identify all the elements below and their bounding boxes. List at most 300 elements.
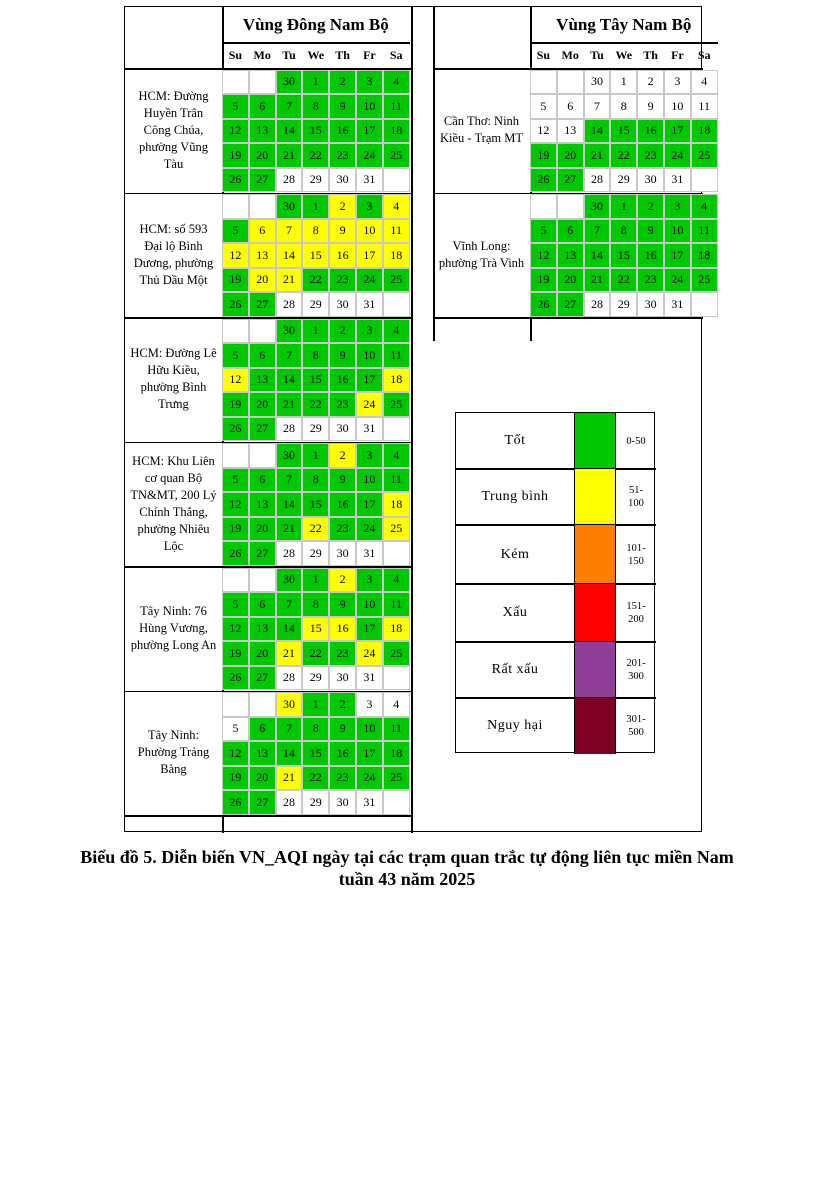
aqi-day-cell: 13 [249, 617, 276, 642]
aqi-day-cell: 5 [222, 717, 249, 742]
aqi-day-cell: 1 [302, 194, 329, 219]
aqi-day-cell: 25 [383, 766, 410, 791]
empty-day-cell [383, 168, 410, 193]
aqi-day-cell: 21 [276, 392, 303, 417]
aqi-day-cell: 17 [356, 492, 383, 517]
aqi-day-cell: 14 [276, 617, 303, 642]
aqi-day-cell: 15 [302, 741, 329, 766]
legend-range: 201- 300 [626, 658, 646, 682]
aqi-day-cell: 7 [276, 343, 303, 368]
aqi-day-cell: 6 [249, 343, 276, 368]
aqi-day-cell: 8 [610, 94, 637, 119]
aqi-day-cell: 12 [222, 119, 249, 144]
empty-day-cell [222, 194, 249, 219]
aqi-day-cell: 18 [691, 243, 718, 268]
aqi-day-cell: 20 [249, 641, 276, 666]
aqi-day-cell: 20 [557, 268, 584, 293]
legend-label: Kém [500, 546, 530, 562]
aqi-day-cell: 5 [222, 592, 249, 617]
aqi-day-cell: 25 [383, 268, 410, 293]
aqi-day-cell: 1 [302, 70, 329, 95]
grid-line-vertical [411, 7, 413, 833]
empty-day-cell [249, 70, 276, 95]
aqi-day-cell: 5 [530, 219, 557, 244]
aqi-day-cell: 31 [356, 790, 383, 815]
aqi-day-cell: 23 [329, 268, 356, 293]
legend-swatch [574, 584, 616, 642]
empty-day-cell [383, 666, 410, 691]
aqi-day-cell: 3 [664, 70, 691, 95]
empty-day-cell [222, 568, 249, 593]
aqi-day-cell: 10 [356, 717, 383, 742]
aqi-day-cell: 14 [276, 243, 303, 268]
empty-day-cell [557, 194, 584, 219]
legend-label: Rất xấu [491, 662, 539, 677]
aqi-day-cell: 15 [302, 243, 329, 268]
aqi-day-cell: 7 [276, 219, 303, 244]
aqi-day-cell: 6 [249, 468, 276, 493]
aqi-day-cell: 18 [383, 492, 410, 517]
weekday-header-mo: Mo [253, 47, 271, 62]
aqi-day-cell: 9 [329, 343, 356, 368]
weekday-header-fr: Fr [671, 47, 684, 62]
legend-label: Xấu [502, 605, 528, 620]
aqi-day-cell: 9 [329, 468, 356, 493]
legend-range: 151- 200 [626, 601, 646, 625]
aqi-day-cell: 19 [222, 392, 249, 417]
aqi-day-cell: 3 [356, 443, 383, 468]
aqi-day-cell: 19 [530, 268, 557, 293]
aqi-day-cell: 4 [383, 70, 410, 95]
aqi-day-cell: 19 [222, 143, 249, 168]
aqi-day-cell: 25 [383, 641, 410, 666]
aqi-day-cell: 15 [302, 617, 329, 642]
aqi-day-cell: 4 [383, 568, 410, 593]
empty-day-cell [222, 70, 249, 95]
empty-day-cell [383, 417, 410, 442]
empty-day-cell [222, 443, 249, 468]
aqi-day-cell: 26 [222, 292, 249, 317]
aqi-day-cell: 25 [383, 517, 410, 542]
aqi-day-cell: 5 [530, 94, 557, 119]
aqi-day-cell: 28 [276, 417, 303, 442]
aqi-day-cell: 6 [249, 219, 276, 244]
aqi-day-cell: 25 [691, 268, 718, 293]
aqi-day-cell: 3 [664, 194, 691, 219]
aqi-day-cell: 10 [356, 94, 383, 119]
aqi-day-cell: 7 [276, 94, 303, 119]
aqi-day-cell: 22 [302, 641, 329, 666]
aqi-day-cell: 23 [329, 392, 356, 417]
aqi-day-cell: 12 [530, 119, 557, 144]
empty-day-cell [249, 692, 276, 717]
aqi-day-cell: 4 [383, 443, 410, 468]
aqi-day-cell: 17 [356, 741, 383, 766]
aqi-day-cell: 25 [691, 143, 718, 168]
aqi-day-cell: 17 [664, 243, 691, 268]
caption-line-1: Biểu đồ 5. Diễn biến VN_AQI ngày tại các trạm quan trắc tự động liên tục miền Nam [80, 847, 734, 867]
aqi-day-cell: 8 [610, 219, 637, 244]
aqi-day-cell: 24 [356, 268, 383, 293]
aqi-day-cell: 30 [276, 194, 303, 219]
empty-day-cell [530, 70, 557, 95]
aqi-day-cell: 21 [276, 143, 303, 168]
aqi-day-cell: 30 [276, 568, 303, 593]
aqi-day-cell: 29 [610, 292, 637, 317]
aqi-day-cell: 19 [222, 641, 249, 666]
aqi-day-cell: 15 [610, 243, 637, 268]
aqi-day-cell: 20 [249, 766, 276, 791]
aqi-day-cell: 18 [383, 368, 410, 393]
aqi-day-cell: 2 [637, 70, 664, 95]
aqi-day-cell: 7 [584, 94, 611, 119]
region-title: Vùng Đông Nam Bộ [242, 14, 389, 34]
aqi-day-cell: 19 [222, 517, 249, 542]
aqi-day-cell: 22 [302, 143, 329, 168]
aqi-day-cell: 28 [276, 292, 303, 317]
aqi-day-cell: 24 [356, 392, 383, 417]
aqi-day-cell: 4 [383, 194, 410, 219]
aqi-day-cell: 12 [222, 617, 249, 642]
aqi-day-cell: 6 [249, 94, 276, 119]
aqi-day-cell: 11 [383, 717, 410, 742]
empty-day-cell [249, 443, 276, 468]
legend-range: 101- 150 [626, 542, 646, 567]
aqi-day-cell: 3 [356, 568, 383, 593]
aqi-day-cell: 2 [329, 568, 356, 593]
legend-label: Trung bình [481, 489, 549, 504]
station-label: HCM: Đường Lê Hữu Kiều, phường Bình Trưng [130, 346, 217, 412]
aqi-day-cell: 23 [329, 641, 356, 666]
aqi-day-cell: 11 [691, 94, 718, 119]
aqi-day-cell: 29 [302, 292, 329, 317]
empty-day-cell [691, 292, 718, 317]
station-label: HCM: Khu Liên cơ quan Bộ TN&MT, 200 Lý Chính Thắng, phường Nhiêu Lộc [130, 453, 217, 553]
aqi-day-cell: 14 [276, 119, 303, 144]
aqi-day-cell: 13 [249, 243, 276, 268]
aqi-day-cell: 30 [637, 168, 664, 193]
aqi-day-cell: 30 [276, 70, 303, 95]
station-label: Vĩnh Long: phường Trà Vinh [438, 238, 525, 270]
aqi-day-cell: 27 [557, 292, 584, 317]
empty-day-cell [222, 692, 249, 717]
aqi-day-cell: 28 [276, 790, 303, 815]
empty-day-cell [383, 292, 410, 317]
empty-day-cell [249, 568, 276, 593]
empty-day-cell [557, 70, 584, 95]
station-label: Tây Ninh: 76 Hùng Vương, phường Long An [130, 603, 217, 652]
aqi-day-cell: 21 [276, 517, 303, 542]
aqi-day-cell: 18 [383, 243, 410, 268]
aqi-day-cell: 16 [329, 492, 356, 517]
aqi-day-cell: 16 [329, 368, 356, 393]
aqi-day-cell: 12 [222, 741, 249, 766]
aqi-day-cell: 31 [356, 541, 383, 566]
aqi-day-cell: 21 [584, 268, 611, 293]
aqi-day-cell: 22 [610, 268, 637, 293]
aqi-day-cell: 28 [584, 168, 611, 193]
aqi-day-cell: 3 [356, 194, 383, 219]
aqi-day-cell: 11 [383, 219, 410, 244]
aqi-day-cell: 2 [637, 194, 664, 219]
aqi-day-cell: 9 [329, 219, 356, 244]
aqi-day-cell: 30 [276, 443, 303, 468]
aqi-day-cell: 24 [356, 517, 383, 542]
aqi-day-cell: 29 [302, 168, 329, 193]
aqi-day-cell: 13 [249, 119, 276, 144]
aqi-day-cell: 7 [276, 468, 303, 493]
aqi-day-cell: 30 [276, 319, 303, 344]
aqi-day-cell: 12 [222, 243, 249, 268]
weekday-header-fr: Fr [363, 47, 376, 62]
aqi-day-cell: 9 [329, 94, 356, 119]
aqi-day-cell: 11 [383, 343, 410, 368]
empty-day-cell [383, 790, 410, 815]
aqi-day-cell: 15 [302, 492, 329, 517]
aqi-day-cell: 21 [276, 766, 303, 791]
aqi-day-cell: 18 [691, 119, 718, 144]
aqi-day-cell: 16 [329, 741, 356, 766]
legend-label: Tốt [504, 433, 526, 448]
aqi-day-cell: 7 [584, 219, 611, 244]
aqi-day-cell: 27 [249, 292, 276, 317]
aqi-day-cell: 30 [276, 692, 303, 717]
station-label: HCM: Đường Huyền Trân Công Chúa, phường Vũng Tàu [138, 88, 209, 171]
aqi-day-cell: 24 [356, 766, 383, 791]
aqi-day-cell: 12 [530, 243, 557, 268]
legend-range: 0-50 [626, 435, 646, 447]
empty-day-cell [691, 168, 718, 193]
empty-day-cell [383, 541, 410, 566]
aqi-day-cell: 16 [329, 617, 356, 642]
region-title: Vùng Tây Nam Bộ [556, 14, 692, 34]
aqi-day-cell: 17 [664, 119, 691, 144]
legend-range: 51- 100 [628, 485, 644, 509]
aqi-day-cell: 23 [329, 517, 356, 542]
aqi-day-cell: 21 [276, 641, 303, 666]
aqi-day-cell: 1 [610, 70, 637, 95]
aqi-day-cell: 31 [356, 666, 383, 691]
aqi-day-cell: 31 [664, 168, 691, 193]
aqi-day-cell: 3 [356, 70, 383, 95]
station-label: Cần Thơ: Ninh Kiều - Trạm MT [440, 114, 523, 146]
legend-swatch [574, 469, 616, 525]
aqi-day-cell: 28 [276, 168, 303, 193]
station-label: Tây Ninh: Phường Trảng Bàng [137, 728, 210, 777]
aqi-day-cell: 21 [276, 268, 303, 293]
aqi-day-cell: 23 [637, 268, 664, 293]
aqi-day-cell: 22 [302, 392, 329, 417]
aqi-day-cell: 11 [383, 592, 410, 617]
aqi-day-cell: 3 [356, 692, 383, 717]
aqi-day-cell: 17 [356, 119, 383, 144]
aqi-day-cell: 20 [249, 517, 276, 542]
aqi-day-cell: 22 [302, 517, 329, 542]
aqi-day-cell: 7 [276, 592, 303, 617]
aqi-day-cell: 1 [610, 194, 637, 219]
weekday-header-we: We [615, 47, 633, 62]
weekday-header-tu: Tu [590, 47, 604, 62]
aqi-day-cell: 17 [356, 243, 383, 268]
aqi-day-cell: 27 [557, 168, 584, 193]
aqi-day-cell: 2 [329, 443, 356, 468]
legend-swatch [574, 525, 616, 584]
aqi-day-cell: 26 [530, 292, 557, 317]
weekday-header-th: Th [335, 47, 350, 62]
weekday-header-sa: Sa [697, 47, 711, 62]
aqi-day-cell: 27 [249, 790, 276, 815]
aqi-day-cell: 31 [356, 292, 383, 317]
aqi-day-cell: 16 [329, 119, 356, 144]
legend-swatch [574, 413, 616, 469]
aqi-day-cell: 19 [222, 268, 249, 293]
aqi-day-cell: 30 [584, 194, 611, 219]
aqi-day-cell: 2 [329, 692, 356, 717]
aqi-day-cell: 31 [356, 417, 383, 442]
aqi-day-cell: 23 [329, 143, 356, 168]
aqi-day-cell: 31 [356, 168, 383, 193]
aqi-day-cell: 10 [664, 219, 691, 244]
aqi-day-cell: 5 [222, 94, 249, 119]
aqi-day-cell: 23 [329, 766, 356, 791]
aqi-day-cell: 8 [302, 717, 329, 742]
weekday-header-tu: Tu [282, 47, 296, 62]
grid-line-horizontal [433, 317, 703, 319]
aqi-day-cell: 8 [302, 219, 329, 244]
aqi-day-cell: 13 [249, 368, 276, 393]
aqi-day-cell: 16 [637, 243, 664, 268]
aqi-day-cell: 6 [249, 717, 276, 742]
aqi-day-cell: 2 [329, 319, 356, 344]
aqi-day-cell: 12 [222, 368, 249, 393]
aqi-day-cell: 8 [302, 343, 329, 368]
aqi-day-cell: 7 [276, 717, 303, 742]
aqi-day-cell: 26 [222, 168, 249, 193]
aqi-day-cell: 24 [664, 143, 691, 168]
aqi-day-cell: 8 [302, 592, 329, 617]
aqi-day-cell: 25 [383, 392, 410, 417]
weekday-header-su: Su [228, 47, 243, 62]
aqi-day-cell: 16 [329, 243, 356, 268]
aqi-day-cell: 9 [329, 592, 356, 617]
aqi-day-cell: 11 [383, 468, 410, 493]
aqi-day-cell: 30 [329, 541, 356, 566]
aqi-day-cell: 9 [329, 717, 356, 742]
aqi-day-cell: 29 [302, 541, 329, 566]
aqi-day-cell: 6 [557, 219, 584, 244]
empty-day-cell [222, 319, 249, 344]
aqi-day-cell: 30 [637, 292, 664, 317]
aqi-day-cell: 22 [610, 143, 637, 168]
aqi-day-cell: 26 [530, 168, 557, 193]
aqi-day-cell: 10 [664, 94, 691, 119]
aqi-day-cell: 1 [302, 568, 329, 593]
aqi-day-cell: 2 [329, 194, 356, 219]
legend-swatch [574, 698, 616, 754]
aqi-day-cell: 30 [329, 790, 356, 815]
aqi-day-cell: 29 [302, 666, 329, 691]
aqi-day-cell: 14 [276, 492, 303, 517]
aqi-day-cell: 4 [691, 70, 718, 95]
aqi-day-cell: 16 [637, 119, 664, 144]
aqi-day-cell: 1 [302, 443, 329, 468]
aqi-day-cell: 29 [302, 790, 329, 815]
aqi-day-cell: 14 [276, 368, 303, 393]
aqi-day-cell: 19 [222, 766, 249, 791]
weekday-header-sa: Sa [389, 47, 403, 62]
aqi-day-cell: 8 [302, 468, 329, 493]
aqi-day-cell: 12 [222, 492, 249, 517]
weekday-header-we: We [307, 47, 325, 62]
aqi-day-cell: 13 [557, 243, 584, 268]
aqi-day-cell: 29 [610, 168, 637, 193]
aqi-day-cell: 15 [610, 119, 637, 144]
aqi-day-cell: 22 [302, 766, 329, 791]
aqi-day-cell: 24 [356, 143, 383, 168]
aqi-day-cell: 11 [383, 94, 410, 119]
aqi-day-cell: 26 [222, 790, 249, 815]
aqi-day-cell: 14 [584, 119, 611, 144]
aqi-day-cell: 5 [222, 343, 249, 368]
aqi-day-cell: 11 [691, 219, 718, 244]
aqi-day-cell: 4 [691, 194, 718, 219]
aqi-day-cell: 1 [302, 692, 329, 717]
aqi-day-cell: 26 [222, 541, 249, 566]
aqi-day-cell: 13 [557, 119, 584, 144]
aqi-day-cell: 13 [249, 492, 276, 517]
empty-day-cell [249, 194, 276, 219]
aqi-day-cell: 10 [356, 219, 383, 244]
legend-range: 301- 500 [626, 714, 646, 738]
aqi-day-cell: 17 [356, 617, 383, 642]
aqi-day-cell: 10 [356, 592, 383, 617]
aqi-day-cell: 18 [383, 119, 410, 144]
aqi-day-cell: 15 [302, 119, 329, 144]
aqi-day-cell: 27 [249, 666, 276, 691]
aqi-day-cell: 26 [222, 417, 249, 442]
aqi-day-cell: 15 [302, 368, 329, 393]
aqi-day-cell: 9 [637, 94, 664, 119]
aqi-day-cell: 20 [249, 143, 276, 168]
aqi-calendar-figure [124, 6, 711, 832]
aqi-day-cell: 28 [276, 666, 303, 691]
aqi-day-cell: 6 [557, 94, 584, 119]
aqi-day-cell: 27 [249, 541, 276, 566]
aqi-day-cell: 27 [249, 417, 276, 442]
legend-swatch [574, 642, 616, 698]
aqi-legend [455, 412, 655, 753]
aqi-day-cell: 24 [664, 268, 691, 293]
aqi-day-cell: 2 [329, 70, 356, 95]
figure-caption [0, 846, 814, 890]
aqi-day-cell: 30 [329, 417, 356, 442]
legend-label: Nguy hại [487, 718, 543, 733]
aqi-day-cell: 10 [356, 468, 383, 493]
aqi-day-cell: 4 [383, 319, 410, 344]
aqi-day-cell: 26 [222, 666, 249, 691]
aqi-day-cell: 20 [249, 392, 276, 417]
aqi-day-cell: 9 [637, 219, 664, 244]
aqi-day-cell: 1 [302, 319, 329, 344]
aqi-day-cell: 20 [249, 268, 276, 293]
aqi-day-cell: 8 [302, 94, 329, 119]
aqi-day-cell: 24 [356, 641, 383, 666]
aqi-day-cell: 4 [383, 692, 410, 717]
aqi-day-cell: 14 [584, 243, 611, 268]
empty-day-cell [530, 194, 557, 219]
aqi-day-cell: 13 [249, 741, 276, 766]
aqi-day-cell: 25 [383, 143, 410, 168]
